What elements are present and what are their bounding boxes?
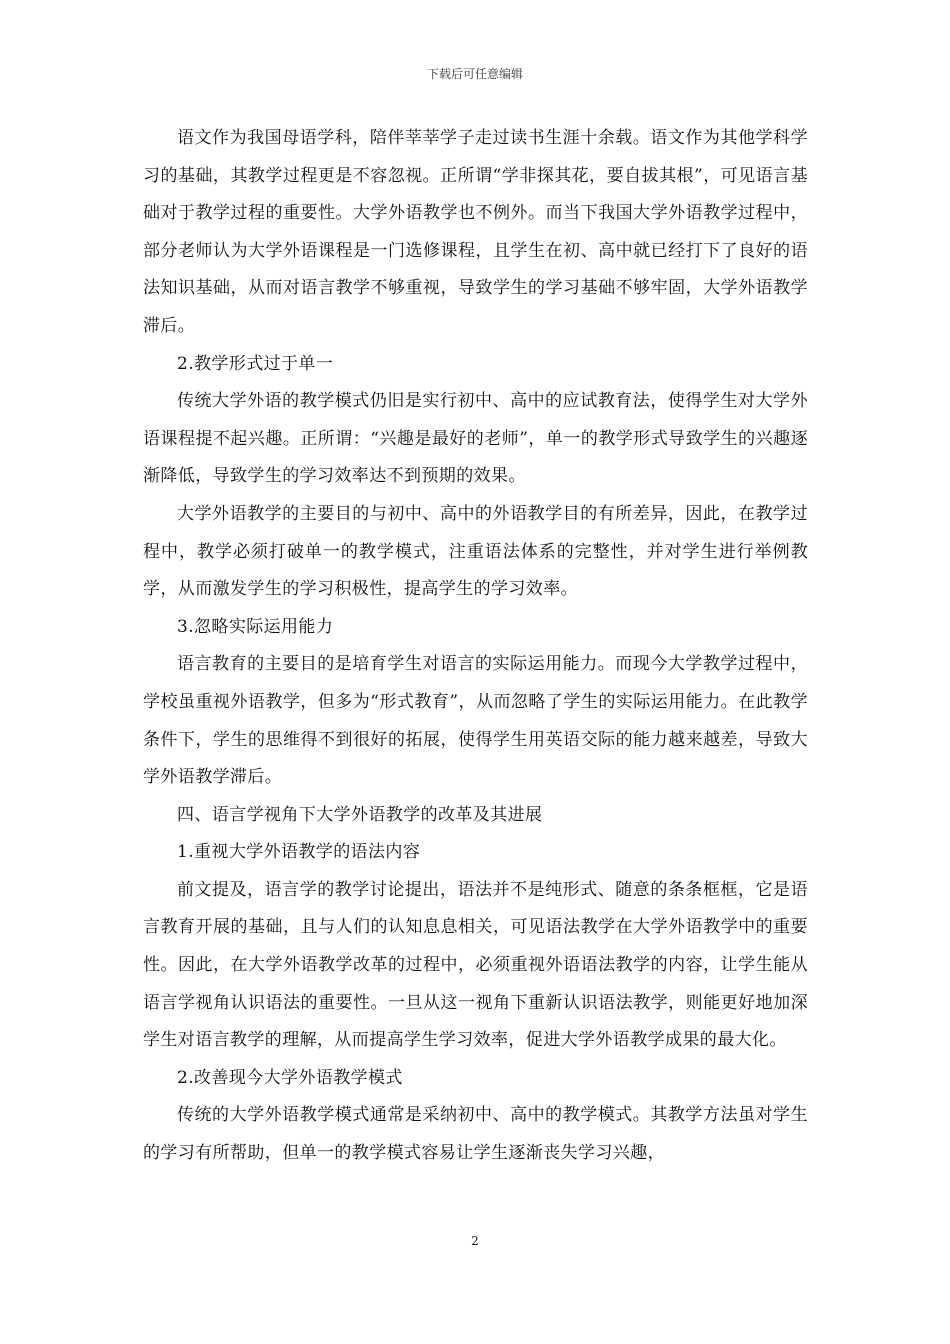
section-heading: 2.教学形式过于单一 bbox=[177, 353, 334, 374]
paragraph: 传统的大学外语教学模式通常是采纳初中、高中的教学模式。其教学方法虽对学生的学习有所帮助，但单一的教学模式容易让学生逐渐丧失学习兴趣， bbox=[143, 1105, 808, 1164]
section-heading: 2.改善现今大学外语教学模式 bbox=[177, 1067, 403, 1088]
page-header: 下载后可任意编辑 bbox=[426, 67, 523, 81]
document-body bbox=[143, 120, 808, 1173]
paragraph: 传统大学外语的教学模式仍旧是实行初中、高中的应试教育法，使得学生对大学外语课程提不起兴趣。正所谓：“兴趣是最好的老师”，单一的教学形式导致学生的兴趣逐渐降低，导致学生的学习效率达不到预期的效果。 bbox=[143, 391, 808, 487]
section-heading: 1.重视大学外语教学的语法内容 bbox=[177, 842, 421, 863]
paragraph: 语言教育的主要目的是培育学生对语言的实际运用能力。而现今大学教学过程中，学校虽重视外语教学，但多为“形式教育”，从而忽略了学生的实际运用能力。在此教学条件下，学生的思维得不到很好的拓展，使得学生用英语交际的能力越来越差，导致大学外语教学滞后。 bbox=[143, 654, 808, 788]
paragraph: 大学外语教学的主要目的与初中、高中的外语教学目的有所差异，因此，在教学过程中，教学必须打破单一的教学模式，注重语法体系的完整性，并对学生进行举例教学，从而激发学生的学习积极性，提高学生的学习效率。 bbox=[143, 503, 808, 600]
page-number: 2 bbox=[471, 1234, 479, 1248]
paragraph: 前文提及，语言学的教学讨论提出，语法并不是纯形式、随意的条条框框，它是语言教育开展的基础，且与人们的认知息息相关，可见语法教学在大学外语教学中的重要性。因此，在大学外语教学改革的过程中，必须重视外语语法教学的内容，让学生能从语言学视角认识语法的重要性。一旦从这一视角下重新认识语法教学，则能更好地加深学生对语言教学的理解，从而提高学生学习效率，促进大学外语教学成果的最大化。 bbox=[143, 879, 808, 1051]
section-heading: 3.忽略实际运用能力 bbox=[177, 616, 334, 637]
paragraph: 语文作为我国母语学科，陪伴莘莘学子走过读书生涯十余载。语文作为其他学科学习的基础，其教学过程更是不容忽视。正所谓“学非探其花，要自拔其根”，可见语言基础对于教学过程的重要性。大学外语教学也不例外。而当下我国大学外语教学过程中，部分老师认为大学外语课程是一门选修课程，且学生在初、高中就已经打下了良好的语法知识基础，从而对语言教学不够重视，导致学生的学习基础不够牢固，大学外语教学滞后。 bbox=[143, 128, 808, 336]
chapter-heading: 四、语言学视角下大学外语教学的改革及其进展 bbox=[177, 804, 543, 825]
